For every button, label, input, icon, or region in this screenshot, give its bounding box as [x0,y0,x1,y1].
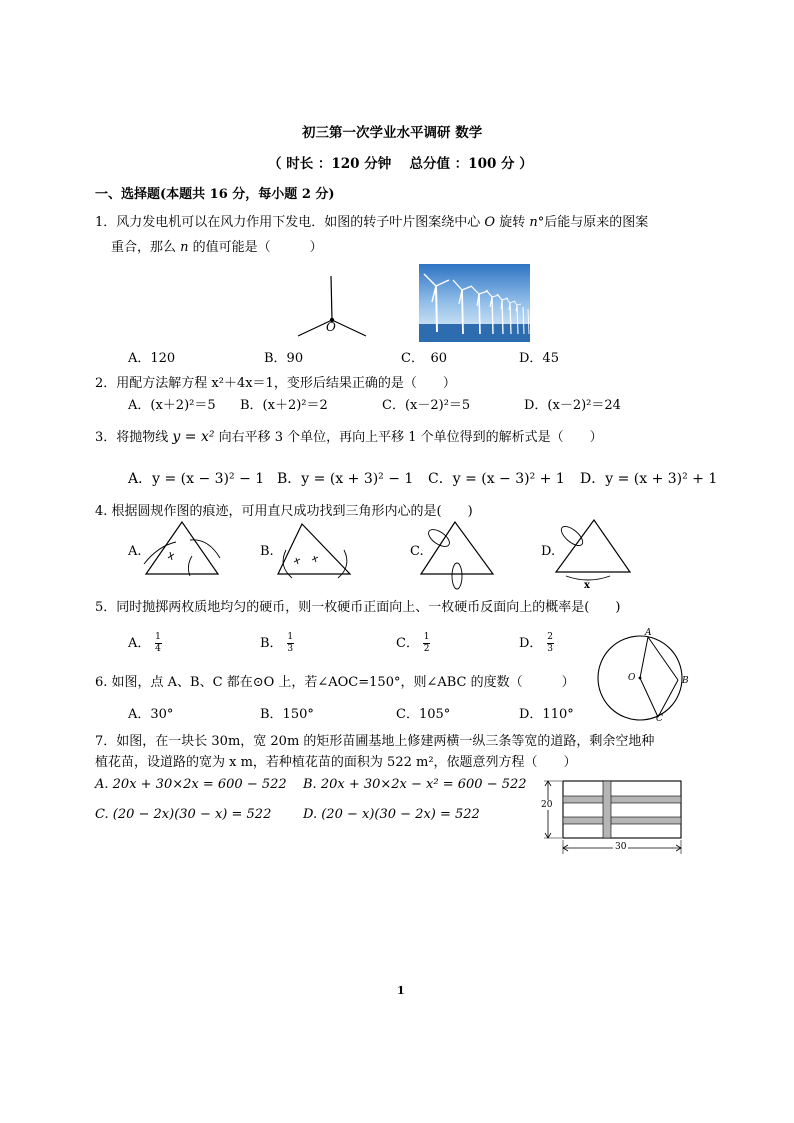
q1-option-b[interactable]: B．90 [264,351,304,366]
circle-label-b: B [682,676,689,686]
page-title: 初三第一次学业水平调研 数学 [302,125,483,141]
q3-option-a[interactable]: A．y = (x − 3)² − 1 [128,471,265,487]
question-3-stem [95,428,603,447]
page-subtitle: （ 时长 ：120 分钟 总分值 ：100 分 ） [268,156,533,172]
q1-option-d[interactable]: D．45 [519,351,559,366]
q1-option-a[interactable]: A．120 [128,351,176,366]
q5-option-label: D． [519,636,543,651]
q3-text: 3．将抛物线 [95,430,173,445]
question-5-stem: 5．同时抛掷两枚质地均匀的硬币，则一枚硬币正面向上、一枚硬币反面向上的概率是( ) [95,600,621,615]
q3-option-d[interactable]: D．y = (x + 3)² + 1 [580,471,718,487]
q1-text: 重合，那么 [111,240,181,255]
question-2-stem: 2．用配方法解方程 x²＋4x＝1，变形后结果正确的是（ ） [95,376,456,391]
garden-height-label: 20 [541,800,553,810]
q1-var-n: n [180,240,189,255]
q1-text: °后能与原来的图案 [537,215,649,230]
q2-option-d[interactable]: D．(x－2)²＝24 [524,398,621,413]
denominator: 2 [423,644,430,654]
numerator: 1 [155,632,161,642]
q1-var-o: O [484,215,496,230]
question-7-line-1: 7．如图，在一块长 30m，宽 20m 的矩形苗圃基地上修建两横一纵三条等宽的道路，剩余空地种 [95,734,655,749]
q7-option-d[interactable]: D. (20 − x)(30 − 2x) = 522 [303,807,480,822]
q5-option-b[interactable] [260,633,294,654]
q2-option-c[interactable]: C．(x－2)²＝5 [382,398,471,413]
q7-option-c[interactable]: C. (20 − 2x)(30 − x) = 522 [95,807,272,822]
circle-figure [596,634,686,724]
q1-text: 1．风力发电机可以在风力作用下发电．如图的转子叶片图案绕中心 [95,215,485,230]
q3-option-b[interactable]: B．y = (x + 3)² − 1 [277,471,414,487]
q5-option-label: B． [260,636,283,651]
section-heading: 一、选择题(本题共 16 分，每小题 2 分) [95,187,335,202]
q5-option-label: A． [128,636,151,651]
circle-label-o: O [628,673,636,683]
denominator: 3 [547,644,553,654]
q2-option-b[interactable]: B．(x＋2)²＝2 [240,398,328,413]
circle-label-a: A [645,628,652,638]
q4-triangle-b [272,518,357,578]
q4-triangle-a [140,518,225,578]
q4-option-d-label[interactable]: D. [541,544,556,559]
q5-fraction-a [155,633,162,654]
q2-option-a[interactable]: A．(x＋2)²＝5 [128,398,216,413]
q6-option-a[interactable]: A．30° [128,707,174,722]
q3-text: 向右平移 3 个单位，再向上平移 1 个单位得到的解析式是（ ） [214,430,603,445]
q3-equation: y = x² [172,429,215,445]
q4-triangle-c [415,518,500,578]
q4-option-a-label[interactable]: A. [128,544,142,559]
question-7-line-2: 植花苗，设道路的宽为 x m，若种植花苗的面积为 522 m²，依题意列方程（ ） [95,755,577,770]
page-number: 1 [397,984,405,997]
q4-d-mark: x [584,580,590,591]
numerator: 2 [547,632,553,642]
wind-turbine-photo [419,264,530,342]
rotor-center-label: O [326,320,336,334]
question-6-stem: 6. 如图，点 A、B、C 都在⊙O 上，若∠AOC=150°，则∠ABC 的度数（ ） [95,675,575,690]
denominator: 3 [287,644,294,654]
q6-option-c[interactable]: C．105° [396,707,451,722]
denominator: 4 [155,644,161,654]
q5-fraction-c [423,633,430,654]
q5-option-c[interactable] [396,633,430,654]
q5-option-a[interactable] [128,633,162,654]
q6-option-b[interactable]: B．150° [260,707,314,722]
numerator: 1 [423,632,430,642]
question-4-stem: 4. 根据圆规作图的痕迹，可用直尺成功找到三角形内心的是( ) [95,504,473,519]
q1-var-n: n [529,215,538,230]
q1-text: 旋转 [495,215,530,230]
garden-width-label: 30 [615,842,627,852]
q5-option-d[interactable] [519,633,554,654]
q5-fraction-b [287,633,294,654]
q1-text: 的值可能是（ ） [188,240,323,255]
q7-option-b[interactable]: B. 20x + 30×2x − x² = 600 − 522 [303,777,527,792]
question-1-line-1 [95,214,648,232]
q4-option-b-label[interactable]: B. [260,544,274,559]
numerator: 1 [287,632,294,642]
question-1-line-2 [111,239,323,257]
q4-triangle-d [550,516,635,586]
q3-option-c[interactable]: C．y = (x − 3)² + 1 [428,471,565,487]
circle-label-c: C [656,714,663,724]
q5-fraction-d [547,633,554,654]
q7-option-a[interactable]: A. 20x + 30×2x = 600 − 522 [95,777,287,792]
q4-option-c-label[interactable]: C. [410,544,424,559]
q5-option-label: C． [396,636,419,651]
q6-option-d[interactable]: D．110° [519,707,574,722]
q1-option-c[interactable]: C． 60 [401,351,447,366]
